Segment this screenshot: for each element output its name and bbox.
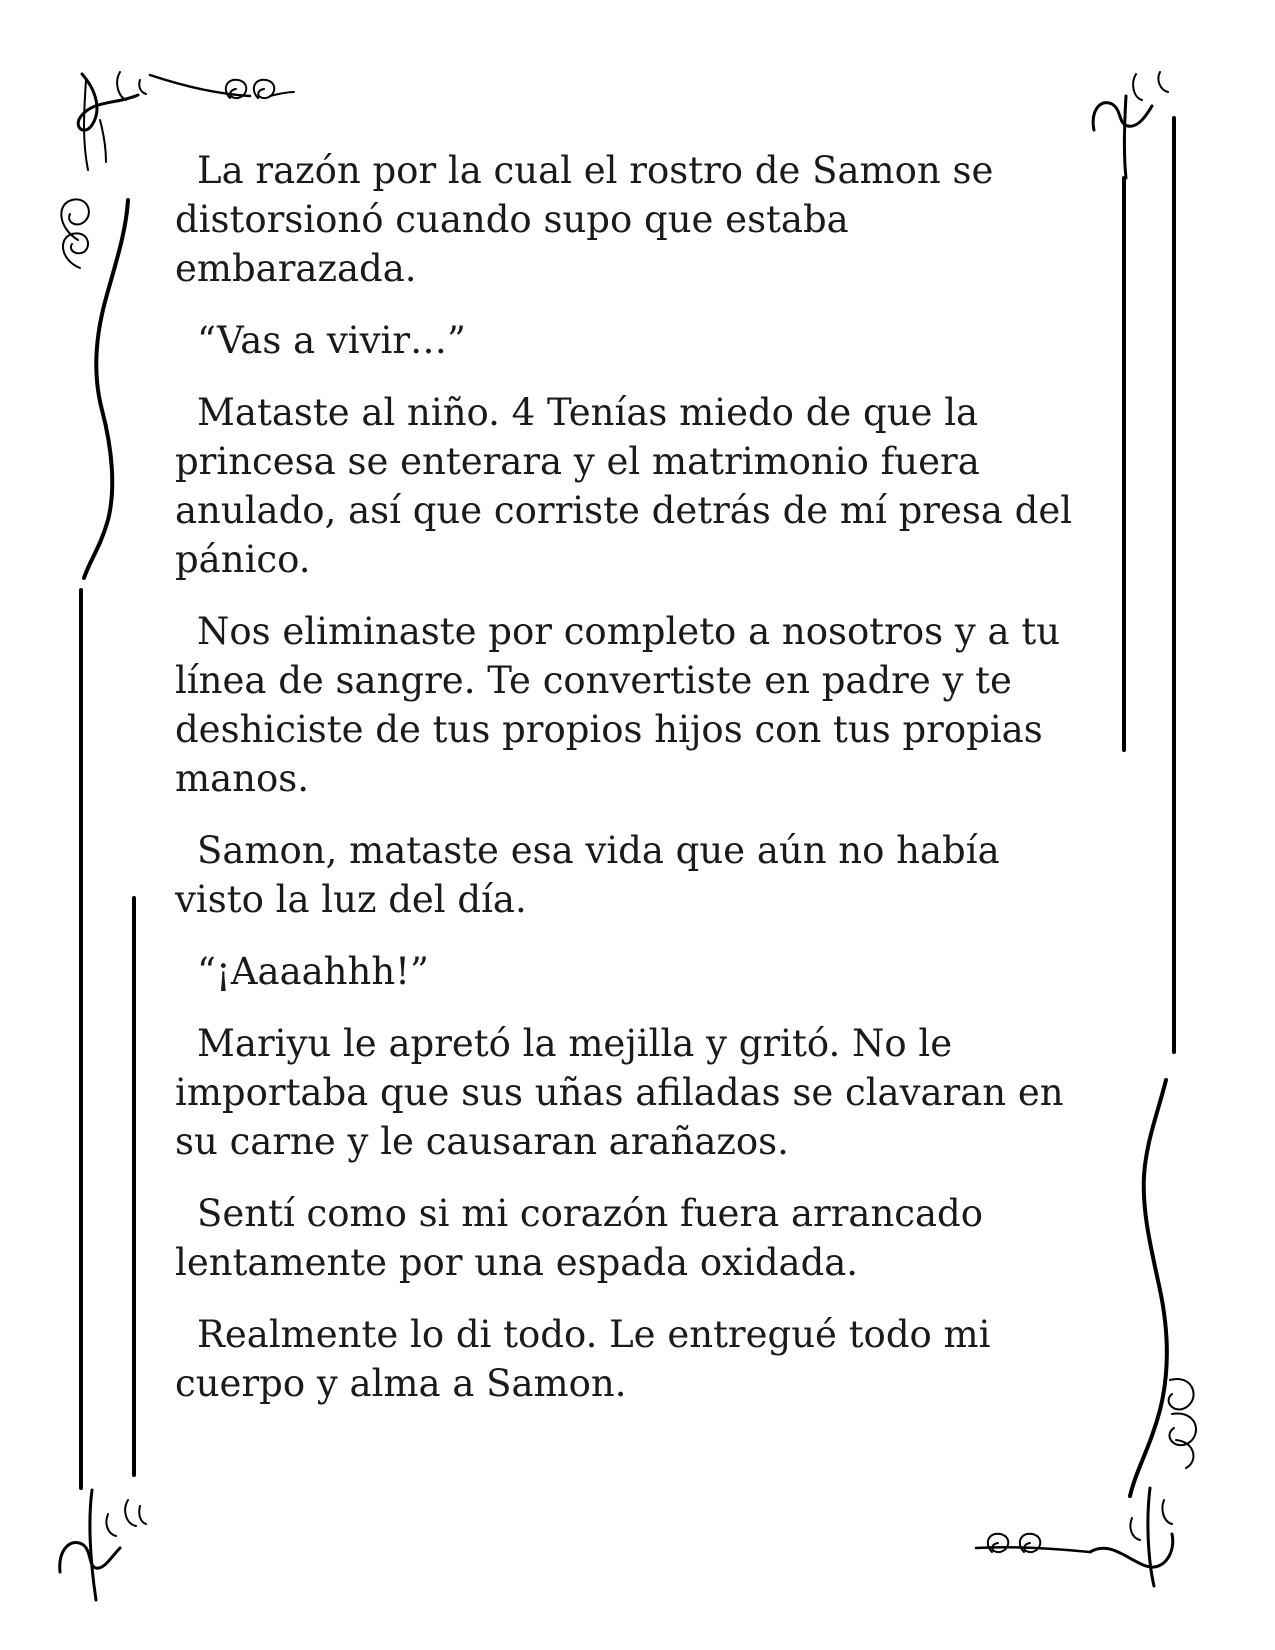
- bottom-left-flourish-icon: [60, 1490, 146, 1600]
- paragraph: “Vas a vivir…”: [197, 319, 466, 362]
- paragraph: Realmente lo di todo. Le entregué todo mi cuerpo y alma a Samon.: [175, 1313, 991, 1405]
- paragraph: Nos eliminaste por completo a nosotros y a tu línea de sangre. Te convertiste en padre y te deshiciste de tus propios hijos con tus propias manos.: [175, 610, 1061, 800]
- paragraph: Mariyu le apretó la mejilla y gritó. No le importaba que sus uñas afiladas se clavaran en su carne y le causaran arañazos.: [175, 1022, 1064, 1163]
- story-text: [175, 146, 1075, 1431]
- bottom-right-flourish-icon: [976, 1488, 1173, 1586]
- paragraph: Sentí como si mi corazón fuera arrancado lentamente por una espada oxidada.: [175, 1192, 984, 1284]
- top-right-flourish-icon: [1093, 72, 1168, 178]
- paragraph: Samon, mataste esa vida que aún no había visto la luz del día.: [175, 829, 1000, 921]
- paragraph: “¡Aaaahhh!”: [197, 950, 429, 993]
- left-vine-icon: [61, 199, 128, 578]
- right-vine-icon: [1130, 1080, 1196, 1496]
- paragraph: La razón por la cual el rostro de Samon se distorsionó cuando supo que estaba embarazada.: [175, 149, 994, 290]
- paragraph: Mataste al niño. 4 Tenías miedo de que la princesa se enterara y el matrimonio fuera anulado, así que corriste detrás de mí presa del pánico.: [175, 391, 1073, 581]
